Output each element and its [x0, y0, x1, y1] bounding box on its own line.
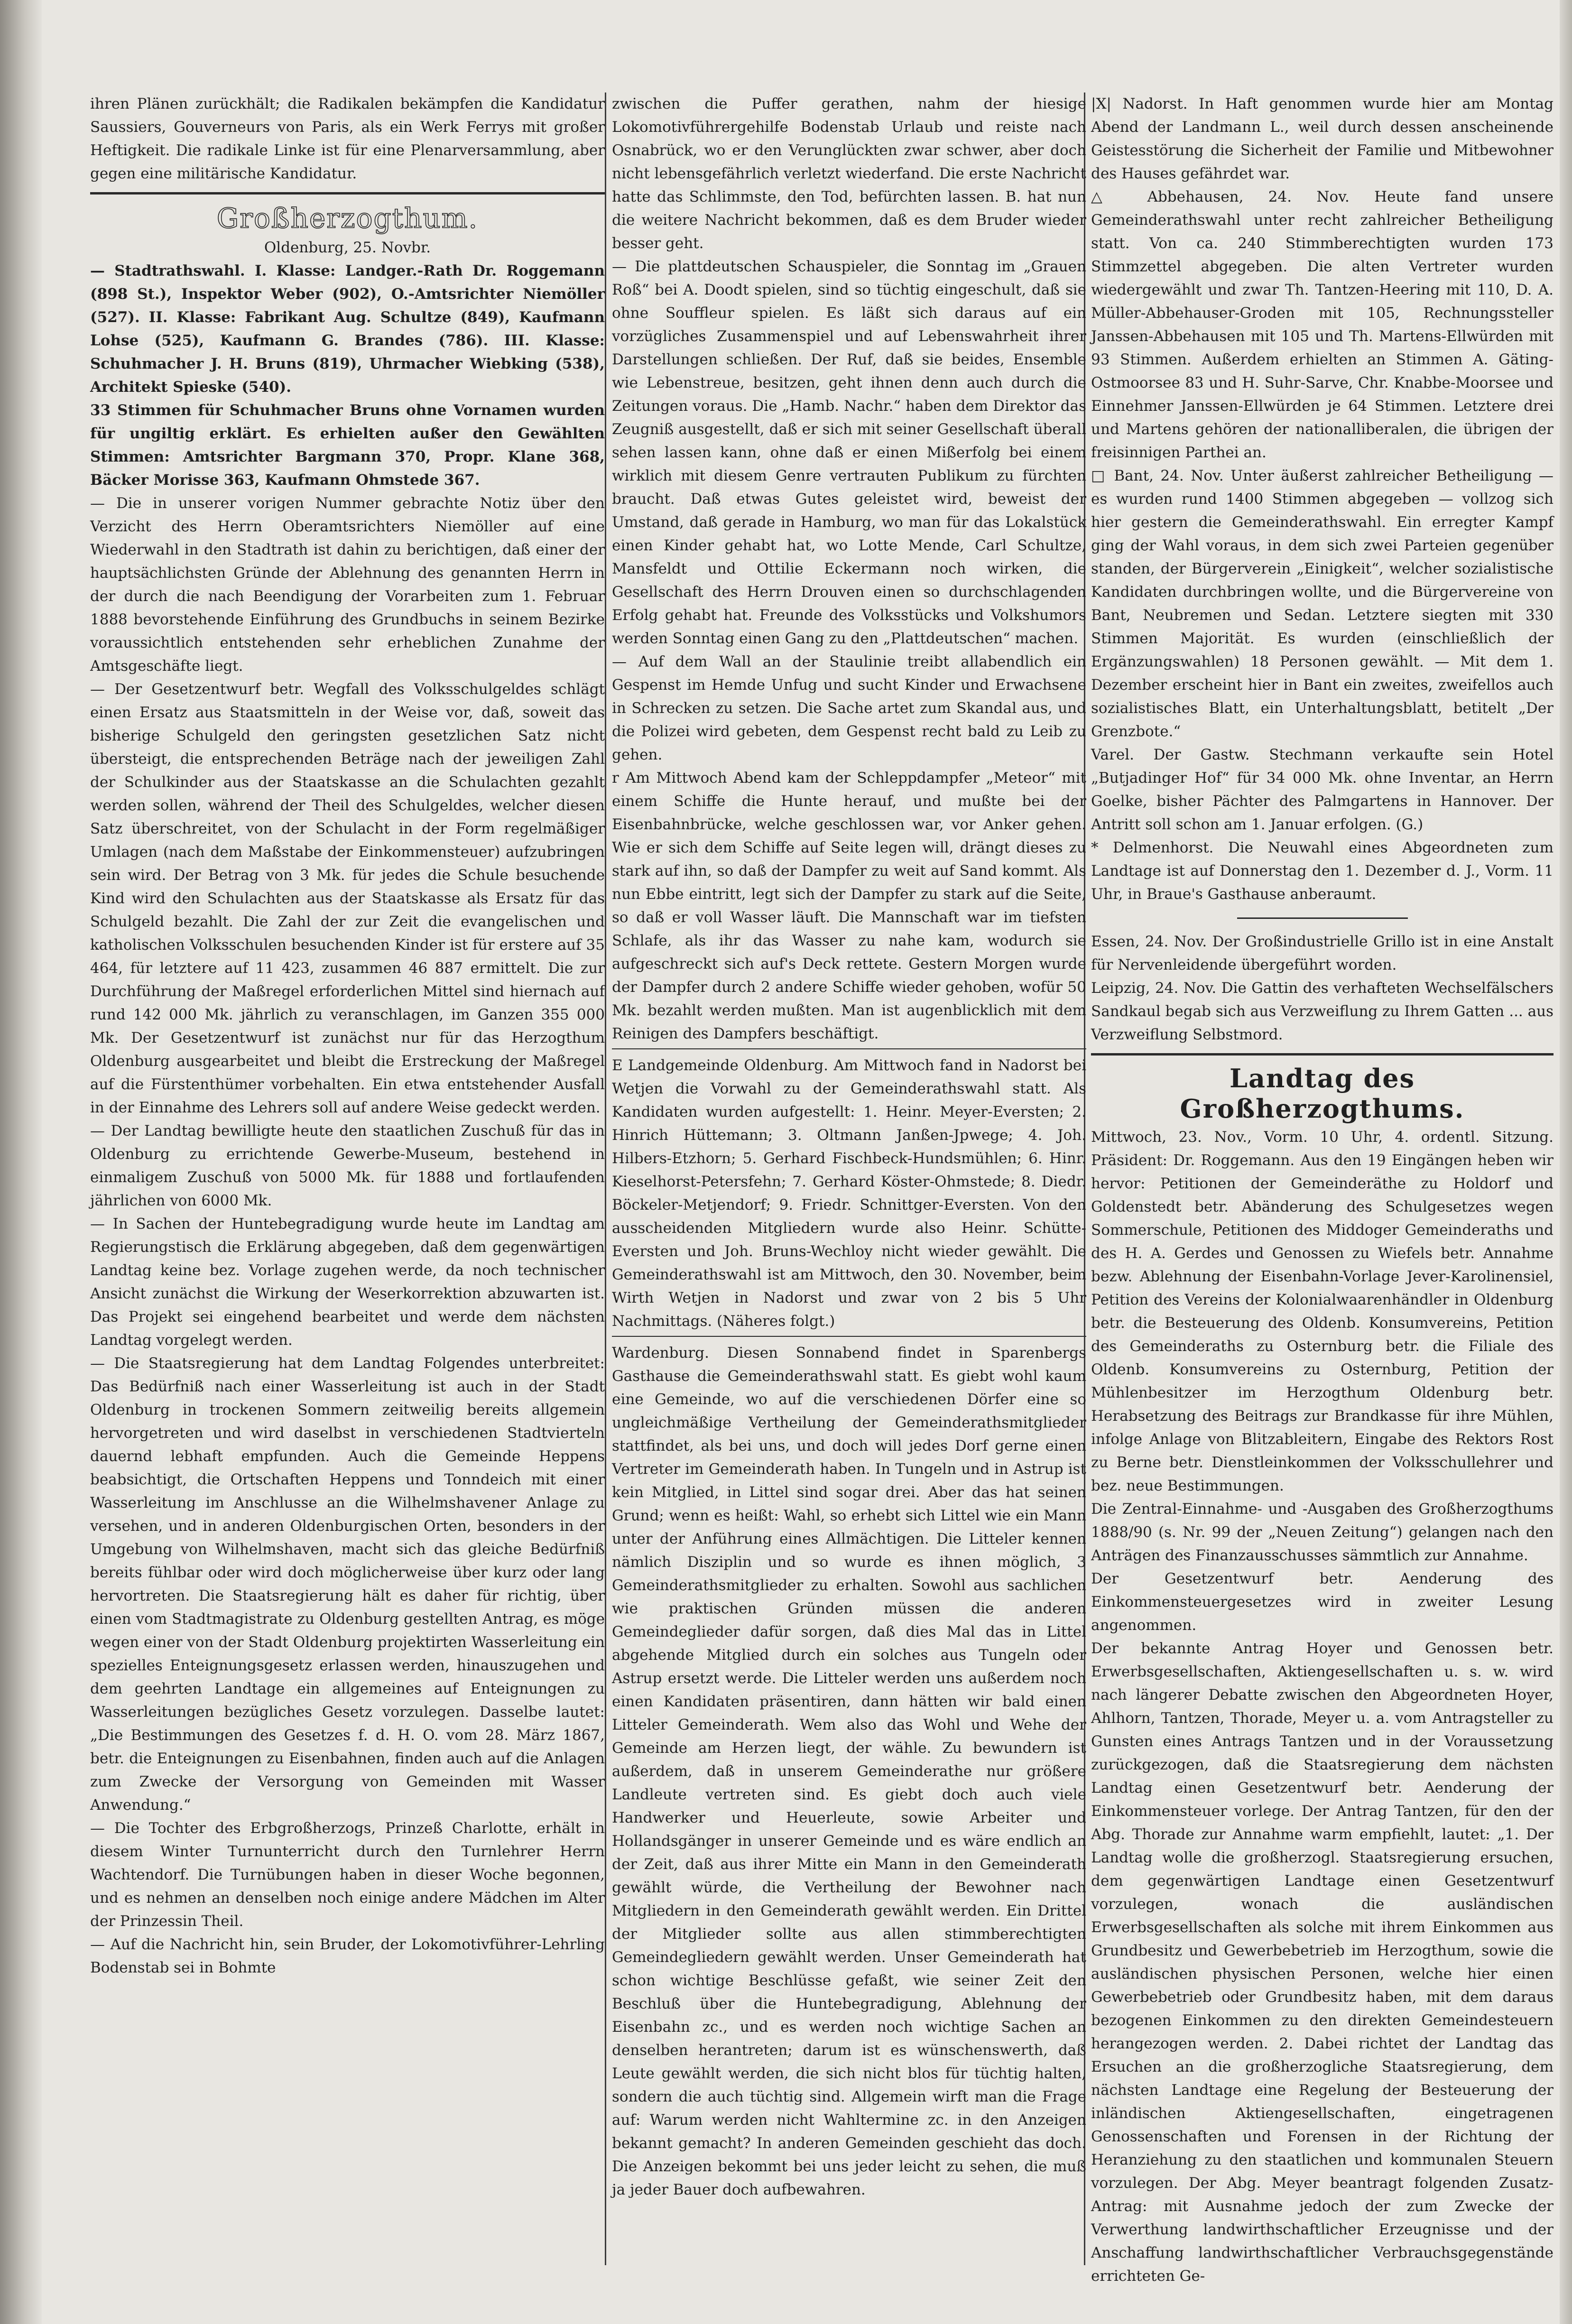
article-leipzig: Leipzig, 24. Nov. Die Gattin des verhafteten Wechselfälschers Sandkaul begab sich aus Verzweiflung zu Ihrem Gatten ... aus Verzweiflung Selbstmord. [1091, 980, 1554, 1043]
article-essen: Essen, 24. Nov. Der Großindustrielle Grillo ist in eine Anstalt für Nervenleidende übergeführt worden. [1091, 933, 1554, 973]
article-bodenstab: — Auf die Nachricht hin, sein Bruder, der Lokomotivführer-Lehrling Bodenstab sei in Bohmte [90, 1936, 605, 1976]
column-1 [90, 93, 605, 2265]
article-rule [612, 1336, 1086, 1337]
article-huntebegradigung: — In Sachen der Huntebegradigung wurde heute im Landtag am Regierungstisch die Erklärung abgegeben, daß dem gegenwärtigen Landtag keine bez. Vorlage zugehen werde, da noch technischer Ansicht zunächst die Wirkung der Weserkorrektion abzuwarten ist. Das Projekt sei eingehend bearbeitet und werde dem nächsten Landtag vorgelegt werden. [90, 1215, 605, 1349]
article-wasserleitung: — Die Staatsregierung hat dem Landtag Folgendes unterbreitet: Das Bedürfniß nach einer Wasserleitung ist auch in der Stadt Oldenburg in trockenen Sommern zeitweilig bereits allgemein hervorgetreten und wird daselbst in verschiedenen Stadtvierteln dauernd lebhaft empfunden. Auch die Gemeinde Heppens beabsichtigt, die Ortschaften Heppens und Tonndeich mit einer Wasserleitung im Anschlusse an die Wilhelmshavener Anlage zu versehen, und in anderen Oldenburgischen Orten, besonders in der Umgebung von Wilhelmshaven, macht sich das gleiche Bedürfniß bereits fühlbar oder wird doch möglicherweise über kurz oder lang hervortreten. Die Staatsregierung hält es daher für richtig, über einen vom Stadtmagistrate zu Oldenburg gestellten Antrag, es möge wegen einer von der Stadt Oldenburg projektirten Wasserleitung ein spezielles Enteignungsgesetz erlassen werden, hinauszugehen und dem geehrten Landtage ein allgemeines auf Enteignungen zu Wasserleitungen bezügliches Gesetz vorzulegen. Dasselbe lautet: „Die Bestimmungen des Gesetzes f. d. H. O. vom 28. März 1867, betr. die Enteignungen zu Eisenbahnen, finden auch auf die Anlagen zum Zwecke der Versorgung von Gemeinden mit Wasser Anwendung.“ [90, 1355, 605, 1814]
section-rule [1091, 1053, 1554, 1056]
separator-rule [1237, 917, 1408, 919]
article-bant: □ Bant, 24. Nov. Unter äußerst zahlreicher Betheiligung — es wurden rund 1400 Stimmen abgegeben — vollzog sich hier gestern die Gemeinderathswahl. Ein erregter Kampf ging der Wahl voraus, in dem sich zwei Parteien gegenüber standen, der Bürgerverein „Einigkeit“, welcher sozialistische Kandidaten durchbringen wollte, und die Bürgervereine von Bant, Neubremen und Sedan. Letztere siegten mit 330 Stimmen Majorität. Es wurden (einschließlich der Ergänzungswahlen) 18 Personen gewählt. — Mit dem 1. Dezember erscheint hier in Bant ein zweites, zweifellos auch sozialistisches Blatt, ein Unterhaltungsblatt, betitelt „Der Grenzbote.“ [1091, 467, 1554, 740]
article-prinzessin: — Die Tochter des Erbgroßherzogs, Prinzeß Charlotte, erhält in diesem Winter Turnunterricht durch den Turnlehrer Herrn Wachtendorf. Die Turnübungen haben in dieser Woche begonnen, und es nehmen an denselben noch einige andere Mädchen im Alter der Prinzessin Theil. [90, 1820, 605, 1930]
column-3 [1091, 93, 1554, 2285]
page-edge [1560, 0, 1572, 2324]
article-continuation: ihren Plänen zurückhält; die Radikalen bekämpfen die Kandidatur Saussiers, Gouverneurs von Paris, als ein Werk Ferrys mit großer Heftigkeit. Die radikale Linke ist für eine Plenarversammlung, aber gegen eine militärische Kandidatur. [90, 95, 605, 182]
article-stimmen: 33 Stimmen für Schuhmacher Bruns ohne Vornamen wurden für ungiltig erklärt. Es erhielten außer den Gewählten Stimmen: Amtsrichter Bargmann 370, Propr. Klane 368, Bäcker Morisse 363, Kaufmann Ohmstede 367. [90, 402, 605, 489]
article-niemoeller: — Die in unserer vorigen Nummer gebrachte Notiz über den Verzicht des Herrn Oberamtsrichters Niemöller auf eine Wiederwahl in den Stadtrath ist dahin zu berichtigen, daß einer der hauptsächlichsten Gründe der Ablehnung des genannten Herrn in der durch die nach Beendigung der Vorarbeiten zum 1. Februar 1888 bevorstehende Einführung des Grundbuchs in seinem Bezirke voraussichtlich entstehenden sehr erheblichen Zunahme der Amtsgeschäfte liegt. [90, 495, 605, 675]
binding-shadow [0, 0, 42, 2324]
article-plattdeutsche: — Die plattdeutschen Schauspieler, die Sonntag im „Grauen Roß“ bei A. Doodt spielen, sind so tüchtig eingeschult, daß sie ohne Souffleur spielen. Es läßt sich daraus auf ein vorzügliches Zusammenspiel und auf Lebenswahrheit ihrer Darstellungen schließen. Der Ruf, daß sie beides, Ensemble wie Lebenstreue, besitzen, geht ihnen denn auch durch die Zeitungen voraus. Die „Hamb. Nachr.“ haben dem Direktor das Zeugniß ausgestellt, daß er sich mit seiner Gesellschaft überall sehen lassen kann, ohne daß er einen Mißerfolg bei einem wirklich mit diesem Genre vertrauten Publikum zu fürchten braucht. Daß etwas Gutes geleistet wird, beweist der Umstand, daß gerade in Hamburg, wo man für das Lokalstück einen Kinder gehabt hat, wo Lotte Mende, Carl Schultze, Mansfeldt und Ottilie Eckermann noch wirken, die Gesellschaft des Herrn Drouven einen so durchschlagenden Erfolg gehabt hat. Freunde des Volksstücks und Volkshumors werden Sonntag einen Gang zu den „Plattdeutschen“ machen. [612, 258, 1086, 647]
article-landgemeinde: E Landgemeinde Oldenburg. Am Mittwoch fand in Nadorst bei Wetjen die Vorwahl zu der Gemeinderathswahl statt. Als Kandidaten wurden aufgestellt: 1. Heinr. Meyer-Eversten; 2. Hinrich Hüttemann; 3. Oltmann Janßen-Jpwege; 4. Joh. Hilbers-Etzhorn; 5. Gerhard Fischbeck-Hundsmühlen; 6. Hinr. Kieselhorst-Petersfehn; 7. Gerhard Köster-Ohmstede; 8. Diedr. Böckeler-Metjendorf; 9. Friedr. Schnittger-Eversten. Von den ausscheidenden Mitgliedern wurde also Heinr. Schütte-Eversten und Joh. Bruns-Wechloy nicht wieder gewählt. Die Gemeinderathswahl ist am Mittwoch, den 30. November, beim Wirth Wetjen in Nadorst und zwar von 2 bis 5 Uhr Nachmittags. (Näheres folgt.) [612, 1057, 1086, 1330]
column-2 [612, 93, 1086, 2265]
section-rule [90, 192, 605, 194]
section-title: Landtag des Großherzogthums. [1180, 1063, 1465, 1124]
article-landtag-sitzung: Mittwoch, 23. Nov., Vorm. 10 Uhr, 4. ordentl. Sitzung. Präsident: Dr. Roggemann. Aus den 19 Eingängen heben wir hervor: Petitionen der Gemeinderäthe zu Holdorf und Goldenstedt betr. Abänderung des Schulgesetzes wegen Sommerschule, Petitionen des Middoger Gemeinderaths und des H. A. Gerdes und Genossen zu Wiefels betr. Annahme bezw. Ablehnung der Eisenbahn-Vorlage Jever-Karolinensiel, Petition des Vereins der Kolonialwaarenhändler in Oldenburg betr. die Besteuerung des Oldenb. Konsumvereins, Petition des Gemeinderaths zu Osternburg betr. die Filiale des Oldenb. Konsumvereins zu Osternburg, Petition der Mühlenbesitzer im Herzogthum Oldenburg betr. Herabsetzung des Beitrags zur Brandkasse für ihre Mühlen, infolge Anlage von Blitzableitern, Eingabe des Rektors Rost zu Berne betr. Dienstleinkommen der Volksschullehrer und bez. neue Bestimmungen. [1091, 1129, 1554, 1494]
article-gewerbe-museum: — Der Landtag bewilligte heute den staatlichen Zuschuß für das in Oldenburg zu errichtende Gewerbe-Museum, bestehend in einmaligem Zuschuß von 5000 Mk. für 1888 und fortlaufenden jährlichen von 6000 Mk. [90, 1122, 605, 1209]
article-wardenburg: Wardenburg. Diesen Sonnabend findet in Sparenbergs Gasthause die Gemeinderathswahl statt. Es giebt wohl kaum eine Gemeinde, wo auf die verschiedenen Dörfer eine so ungleichmäßige Vertheilung der Gemeinderathsmitglieder stattfindet, als bei uns, und doch will jedes Dorf gerne einen Vertreter im Gemeinderath haben. In Tungeln und in Astrup ist kein Mitglied, in Littel sind sogar drei. Aber das hat seinen Grund; wenn es heißt: Wahl, so erhebt sich Littel wie ein Mann unter der Anführung eines Allmächtigen. Die Litteler kennen nämlich Disziplin und so wurde es ihnen möglich, 3 Gemeinderathsmitglieder zu erhalten. Sowohl aus sachlichen wie praktischen Gründen müssen die anderen Gemeindeglieder dafür sorgen, daß dies Mal das in Littel abgehende Mitglied durch ein solches aus Tungeln oder Astrup ersetzt werde. Die Litteler werden uns außerdem noch einen Kandidaten präsentiren, dann hätten wir bald einen Litteler Gemeinderath. Wem also das Wohl und Wehe der Gemeinde am Herzen liegt, der wähle. Zu bewundern ist außerdem, daß in unserem Gemeinderathe nur größere Landleute vertreten sind. Es giebt doch auch viele Handwerker und Heuerleute, sowie Arbeiter und Hollandsgänger in unserer Gemeinde und es wäre endlich an der Zeit, daß aus ihrer Mitte ein Mann in den Gemeinderath gewählt würde, die Vertheilung der Bewohner nach Mitgliedern in den Gemeinderath gewählt werden. Ein Drittel der Mitglieder sollte aus allen stimmberechtigten Gemeindegliedern gewählt werden. Unser Gemeinderath hat schon wichtige Beschlüsse gefaßt, wie seiner Zeit den Beschluß über die Huntebegradigung, Ablehnung der Eisenbahn zc., und es werden noch wichtige Sachen an denselben herantreten; darum ist es wünschenswerth, daß Leute gewählt werden, die sich nicht blos für tüchtig halten, sondern die auch tüchtig sind. Allgemein wirft man die Frage auf: Warum werden nicht Wahltermine zc. in den Anzeigen bekannt gemacht? In anderen Gemeinden geschieht das doch. Die Anzeigen bekommt bei uns jeder leicht zu sehen, die muß ja jeder Bauer doch aufbewahren. [612, 1344, 1086, 2198]
article-antrag-hoyer: Der bekannte Antrag Hoyer und Genossen betr. Erwerbsgesellschaften, Aktiengesellschaften u. s. w. wird nach längerer Debatte zwischen den Abgeordneten Hoyer, Ahlhorn, Tantzen, Thorade, Meyer u. a. vom Antragsteller zu Gunsten eines Antrags Tantzen und in der Voraussetzung zurückgezogen, daß die Staatsregierung dem nächsten Landtag einen Gesetzentwurf betr. Aenderung der Einkommensteuer vorlege. Der Antrag Tantzen, für den der Abg. Thorade zur Annahme warm empfiehlt, lautet: „1. Der Landtag wolle die großherzogl. Staatsregierung ersuchen, dem gegenwärtigen Landtage einen Gesetzentwurf vorzulegen, wonach die ausländischen Erwerbsgesellschaften als solche mit ihrem Einkommen aus Grundbesitz und Gewerbebetrieb im Herzogthum, sowie die ausländischen physischen Personen, welche hier einen Gewerbebetrieb oder Grundbesitz haben, mit dem daraus bezogenen Einkommen zu den direkten Gemeindesteuern herangezogen werden. 2. Dabei richtet der Landtag das Ersuchen an die großherzogliche Staatsregierung, dem nächsten Landtage eine Regelung der Besteuerung der inländischen Aktiengesellschaften, eingetragenen Genossenschaften und Forensen in der Richtung der Heranziehung zu den staatlichen und kommunalen Steuern vorzulegen. Der Abg. Meyer beantragt folgenden Zusatz-Antrag: mit Ausnahme jedoch der zum Zwecke der Verwerthung landwirthschaftlicher Erzeugnisse und der Anschaffung landwirthschaftlicher Verbrauchsgegenstände errichteten Ge- [1091, 1640, 1554, 2285]
article-meteor: r Am Mittwoch Abend kam der Schleppdampfer „Meteor“ mit einem Schiffe die Hunte herauf, und mußte bei der Eisenbahnbrücke, welche geschlossen war, vor Anker gehen. Wie er sich dem Schiffe auf Seite legen will, drängt dieses zu stark auf ihn, so daß der Dampfer zu weit auf Sand kommt. Als nun Ebbe eintritt, legt sich der Dampfer zu stark auf die Seite, so daß er voll Wasser läuft. Die Mannschaft war im tiefsten Schlafe, als ihr das Wasser zu nahe kam, wodurch sie aufgeschreckt sich auf's Deck rettete. Gestern Morgen wurde der Dampfer durch 2 andere Schiffe wieder gehoben, wofür 50 Mk. bezahlt werden mußten. Man ist augenblicklich mit dem Reinigen des Dampfers beschäftigt. [612, 769, 1086, 1042]
article-rule [612, 1048, 1086, 1049]
section-title: Großherzogthum. [216, 202, 479, 234]
dateline: Oldenburg, 25. Novbr. [264, 239, 431, 256]
article-delmenhorst: * Delmenhorst. Die Neuwahl eines Abgeordneten zum Landtage ist auf Donnerstag den 1. Dezember d. J., Vorm. 11 Uhr, in Braue's Gasthause anberaumt. [1091, 839, 1554, 903]
article-nadorst: |X| Nadorst. In Haft genommen wurde hier am Montag Abend der Landmann L., weil durch dessen anscheinende Geistesstörung die Sicherheit der Familie und Mitbewohner des Hauses gefährdet war. [1091, 95, 1554, 182]
article-varel: Varel. Der Gastw. Stechmann verkaufte sein Hotel „Butjadinger Hof“ für 34 000 Mk. ohne Inventar, an Herrn Goelke, bisher Pächter des Palmgartens in Hannover. Der Antritt soll schon am 1. Januar erfolgen. (G.) [1091, 746, 1554, 833]
article-continuation: zwischen die Puffer gerathen, nahm der hiesige Lokomotivführergehilfe Bodenstab Urlaub und reiste nach Osnabrück, wo er den Verunglückten zwar schwer, aber doch nicht lebensgefährlich verletzt wiederfand. Die erste Nachricht hatte das Schlimmste, den Tod, befürchten lassen. B. hat nun die weitere Nachricht bekommen, daß es dem Bruder wieder besser geht. [612, 95, 1086, 252]
article-gespenst: — Auf dem Wall an der Staulinie treibt allabendlich ein Gespenst im Hemde Unfug und sucht Kinder und Erwachsene in Schrecken zu setzen. Die Sache artet zum Skandal aus, und die Polizei wird gebeten, dem Gespenst recht bald zu Leib zu gehen. [612, 653, 1086, 763]
article-zentral-einnahme: Die Zentral-Einnahme- und -Ausgaben des Großherzogthums 1888/90 (s. Nr. 99 der „Neuen Zeitung“) gelangen nach den Anträgen des Finanzausschusses sämmtlich zur Annahme. [1091, 1500, 1554, 1564]
article-einkommensteuer: Der Gesetzentwurf betr. Aenderung des Einkommensteuergesetzes wird in zweiter Lesung angenommen. [1091, 1570, 1554, 1634]
article-volksschulgeld: — Der Gesetzentwurf betr. Wegfall des Volksschulgeldes schlägt einen Ersatz aus Staatsmitteln in der Weise vor, daß, soweit das bisherige Schulgeld den geringsten gesetzlichen Satz nicht übersteigt, die entsprechenden Beträge nach der jeweiligen Zahl der Schulkinder aus der Staatskasse an die Schulachten gezahlt werden sollen, während der Theil des Schulgeldes, welcher diesen Satz überschreitet, von der Schulacht in der Form regelmäßiger Umlagen (nach dem Maßstabe der Einkommensteuer) aufzubringen sein wird. Der Betrag von 3 Mk. für jedes die Schule besuchende Kind wird den Schulachten aus der Staatskasse als Ersatz für das Schulgeld bezahlt. Die Zahl der zur Zeit die evangelischen und katholischen Volksschulen besuchenden Kinder ist für erstere auf 35 464, für letztere auf 11 423, zusammen 46 887 ermittelt. Die zur Durchführung der Maßregel erforderlichen Mittel sind hiernach auf rund 142 000 Mk. jährlich zu veranschlagen, im Ganzen 355 000 Mk. Der Gesetzentwurf ist zunächst nur für das Herzogthum Oldenburg ausgearbeitet und bleibt die Erstreckung der Maßregel auf die Fürstenthümer vorbehalten. Ein etwa entstehender Ausfall in der Einnahme des Lehrers soll auf andere Weise gedeckt werden. [90, 681, 605, 1116]
article-abbehausen: △ Abbehausen, 24. Nov. Heute fand unsere Gemeinderathswahl unter recht zahlreicher Betheiligung statt. Von ca. 240 Stimmberechtigten wurden 173 Stimmzettel abgegeben. Die alten Vertreter wurden wiedergewählt und zwar Th. Tantzen-Heering mit 110, D. A. Müller-Abbehauser-Groden mit 105, Rechnungssteller Janssen-Abbehausen mit 105 und Th. Martens-Ellwürden mit 93 Stimmen. Außerdem erhielten an Stimmen A. Gäting-Ostmoorsee 83 und H. Suhr-Sarve, Chr. Knabbe-Moorsee und Einnehmer Janssen-Ellwürden je 64 Stimmen. Letztere drei und Martens gehören der nationalliberalen, die übrigen der freisinnigen Parthei an. [1091, 188, 1554, 461]
article-stadtrathswahl: — Stadtrathswahl. I. Klasse: Landger.-Rath Dr. Roggemann (898 St.), Inspektor Weber (902), O.-Amtsrichter Niemöller (527). II. Klasse: Fabrikant Aug. Schultze (849), Kaufmann Lohse (525), Kaufmann G. Brandes (786). III. Klasse: Schuhmacher J. H. Bruns (819), Uhrmacher Wiebking (538), Architekt Spieske (540). [90, 262, 605, 396]
column-rule [605, 93, 606, 2265]
